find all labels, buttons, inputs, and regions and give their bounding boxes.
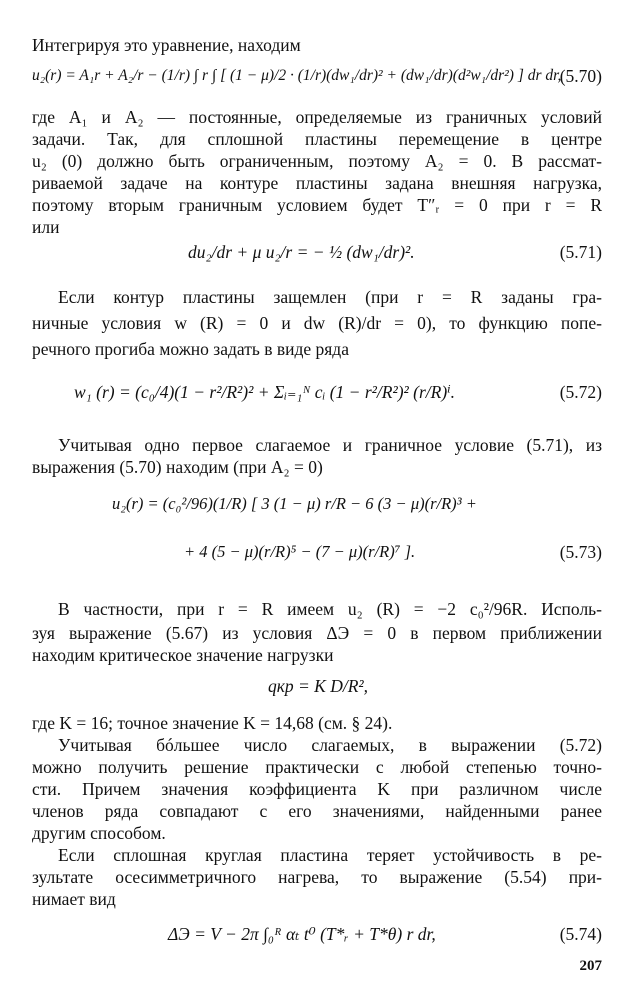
text-line: речного прогиба можно задать в виде ряда xyxy=(32,339,349,359)
text-line: Если сплошная круглая пластина теряет устойчивость в ре- xyxy=(58,845,602,865)
equation-5-72: w₁ (r) = (c₀/4)(1 − r²/R²)² + Σᵢ₌₁ᴺ cᵢ (1 − r²/R²)² (r/R)ⁱ. xyxy=(74,382,456,402)
text-line: зультате осесимметричного нагрева, то выражение (5.54) при- xyxy=(32,867,602,887)
text-line: u₂ (0) должно быть ограниченным, поэтому A₂ = 0. В рассмат- xyxy=(32,151,602,171)
equation-5-73-part2: + 4 (5 − μ)(r/R)⁵ − (7 − μ)(r/R)⁷ ]. xyxy=(184,542,416,561)
equation-5-74: ΔЭ = V − 2π ∫₀ᴿ αₜ t⁰ (T*ᵣ + T*θ) r dr, xyxy=(168,924,436,944)
text-line: задачи. Так, для сплошной пластины перемещение в центре xyxy=(32,129,602,149)
text-line: сти. Причем значения коэффициента K при различном числе xyxy=(32,779,602,799)
text-line: риваемой задаче на контуре пластины задана внешняя нагрузка, xyxy=(32,173,602,193)
text-line: Учитывая одно первое слагаемое и граничное условие (5.71), из xyxy=(58,435,602,455)
equation-number-5-71: (5.71) xyxy=(559,242,602,262)
equation-5-71: du₂/dr + μ u₂/r = − ½ (dw₁/dr)². xyxy=(188,242,415,262)
text-line: можно получить решение практически с любой степенью точно- xyxy=(32,757,602,777)
text-line: Если контур пластины защемлен (при r = R заданы гра- xyxy=(58,287,602,307)
text-line: поэтому вторым граничным условием будет T″ᵣ = 0 при r = R xyxy=(32,195,602,215)
equation-5-70: u₂(r) = A₁r + A₂/r − (1/r) ∫ r ∫ [ (1 − μ)/2 · (1/r)(dw₁/dr)² + (dw₁/dr)(d²w₁/dr²) ] dr dr, xyxy=(32,67,562,84)
equation-number-5-70: (5.70) xyxy=(559,66,602,86)
equation-number-5-72: (5.72) xyxy=(559,382,602,402)
text-line: Учитывая бóльшее число слагаемых, в выражении (5.72) xyxy=(58,735,602,755)
equation-number-5-74: (5.74) xyxy=(559,924,602,944)
equation-5-73-part1: u₂(r) = (c₀²/96)(1/R) [ 3 (1 − μ) r/R − 6 (3 − μ)(r/R)³ + xyxy=(112,494,477,513)
equation-q-kr: qкр = K D/R², xyxy=(267,676,369,696)
text-line: или xyxy=(32,217,60,237)
text-line: где A₁ и A₂ — постоянные, определяемые из граничных условий xyxy=(32,107,602,127)
text-line: выражения (5.70) находим (при A₂ = 0) xyxy=(32,457,323,477)
text-line: В частности, при r = R имеем u₂ (R) = −2 c₀²/96R. Исполь- xyxy=(58,599,602,619)
text-line: другим способом. xyxy=(32,823,166,843)
text-line: находим критическое значение нагрузки xyxy=(32,645,334,665)
text-line: Интегрируя это уравнение, находим xyxy=(32,35,301,55)
page-number: 207 xyxy=(579,958,602,974)
text-line: членов ряда совпадают с его значениями, найденными ранее xyxy=(32,801,602,821)
equation-number-5-73: (5.73) xyxy=(559,542,602,562)
text-line: ничные условия w (R) = 0 и dw (R)/dr = 0), то функцию попе- xyxy=(32,313,602,333)
text-line: где K = 16; точное значение K = 14,68 (см. § 24). xyxy=(32,713,393,733)
text-line: нимает вид xyxy=(32,889,116,909)
text-line: зуя выражение (5.67) из условия ΔЭ = 0 в первом приближении xyxy=(32,623,602,643)
